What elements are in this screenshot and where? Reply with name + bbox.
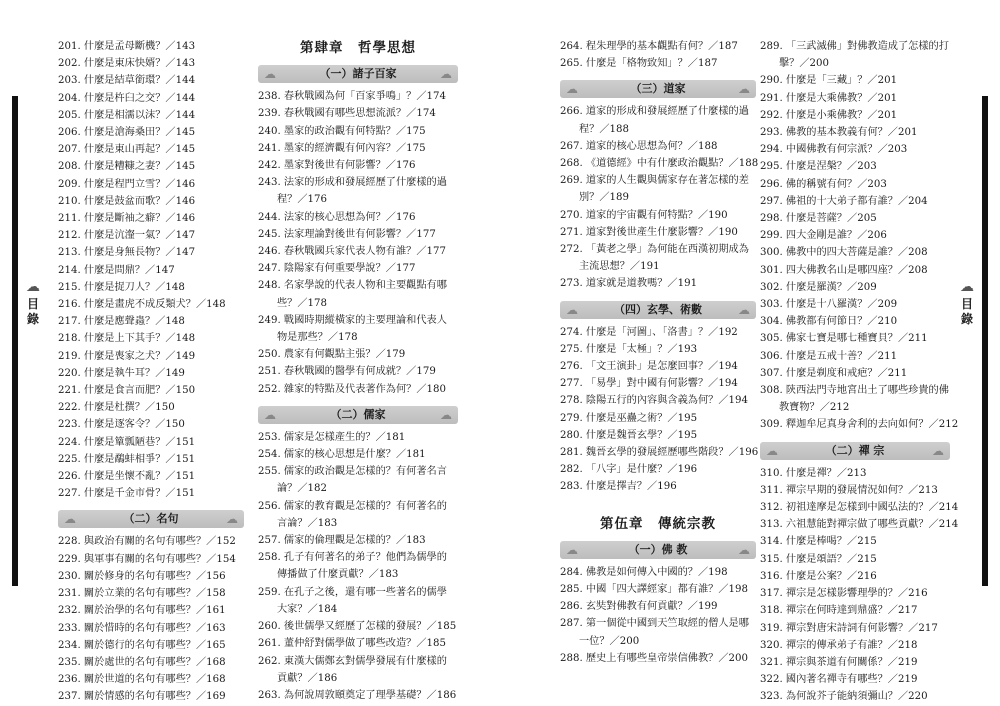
toc-column-2 (258, 38, 458, 704)
toc-entry: 236. 關於世道的名句有哪些？／168 (58, 674, 226, 686)
cloud-ornament-icon: ☁ (960, 279, 974, 295)
toc-entry-line: 308. 陝西法門寺地宮出土了哪些珍貴的佛 (760, 385, 949, 397)
section-header (560, 301, 756, 319)
toc-entry: 295. 什麼是涅槃？／203 (760, 161, 877, 173)
toc-entry: 207. 什麼是東山再起？／145 (58, 144, 196, 156)
section-title: （二）禪 宗 (825, 443, 885, 457)
section-header (760, 442, 950, 460)
chapter-title: 第肆章 哲學思想 (300, 40, 416, 56)
toc-entry: 202. 什麼是東床快婿？／143 (58, 58, 196, 70)
section-title: （二）儒家 (330, 407, 386, 421)
toc-entry: 297. 佛祖的十大弟子都有誰？／204 (760, 195, 928, 207)
toc-entry: 209. 什麼是程門立雪？／146 (58, 178, 196, 190)
toc-entry: 268. 《道德經》中有什麼政治觀點？／188 (560, 158, 759, 170)
toc-entry: 290. 什麼是「三藏」？／201 (760, 75, 898, 87)
toc-entry: 213. 什麼是身無長物？／147 (58, 247, 196, 259)
toc-entry: 201. 什麼是孟母斷機？／143 (58, 41, 196, 52)
cloud-ornament-icon: ☁ (766, 443, 778, 458)
side-tab-left (20, 280, 46, 327)
toc-entry (760, 382, 950, 416)
toc-entry (258, 174, 458, 208)
side-label: 目錄 (960, 297, 973, 326)
toc-entry: 302. 什麼是羅漢？／209 (760, 281, 877, 293)
toc-entry: 241. 墨家的經濟觀有何內容？／175 (258, 142, 426, 154)
toc-entry: 298. 什麼是菩薩？／205 (760, 213, 877, 225)
section-header (560, 80, 756, 98)
toc-entry: 265. 什麼是「格物致知」？／187 (560, 58, 718, 70)
toc-column-3 (560, 38, 759, 667)
toc-entry: 206. 什麼是滄海桑田？／145 (58, 127, 196, 139)
cloud-ornament-icon: ☁ (738, 82, 750, 97)
section-header (560, 541, 756, 559)
toc-entry (258, 498, 458, 532)
toc-entry: 311. 禪宗早期的發展情況如何？／213 (760, 484, 938, 496)
toc-entry (560, 172, 756, 206)
toc-entry: 275. 什麼是「太極」？／193 (560, 343, 698, 355)
toc-entry: 296. 佛的稱號有何？／203 (760, 178, 887, 190)
toc-entry-continuation: 言論？／183 (277, 517, 338, 529)
cloud-ornament-icon: ☁ (26, 279, 40, 295)
toc-entry: 250. 農家有何觀點主張？／179 (258, 349, 406, 361)
toc-entry: 294. 中國佛教有何宗派？／203 (760, 144, 908, 156)
toc-entry-line: 266. 道家的形成和發展經歷了什麼樣的過 (560, 106, 749, 118)
toc-entry: 219. 什麼是喪家之犬？／149 (58, 350, 196, 362)
toc-entry: 299. 四大金剛是誰？／206 (760, 230, 887, 242)
chapter-title: 第伍章 傳統宗教 (600, 515, 716, 532)
toc-entry: 215. 什麼是捉刀人？／148 (58, 281, 185, 293)
toc-entry: 244. 法家的核心思想為何？／176 (258, 211, 416, 223)
toc-entry (258, 549, 458, 583)
toc-entry: 239. 春秋戰國有哪些思想流派？／174 (258, 108, 436, 120)
cloud-ornament-icon: ☁ (440, 67, 452, 82)
toc-entry-continuation: 些？／178 (277, 297, 328, 309)
toc-entry: 281. 魏晉玄學的發展經歷哪些階段？／196 (560, 447, 759, 459)
toc-entry: 292. 什麼是小乘佛教？／201 (760, 109, 898, 121)
cloud-ornament-icon: ☁ (264, 67, 276, 82)
toc-entry: 257. 儒家的倫理觀是怎樣的？／183 (258, 535, 426, 547)
cloud-ornament-icon: ☁ (566, 82, 578, 97)
cloud-ornament-icon: ☁ (226, 512, 238, 527)
toc-entry: 271. 道家對後世產生什麼影響？／190 (560, 226, 738, 238)
toc-entry: 303. 什麼是十八羅漢？／209 (760, 299, 898, 311)
toc-entry-line: 256. 儒家的教育觀是怎樣的？有何著名的 (258, 500, 447, 512)
toc-entry-line: 249. 戰國時期縱橫家的主要理論和代表人 (258, 314, 447, 326)
section-title: （四）玄學、術數 (614, 302, 702, 316)
toc-entry: 279. 什麼是巫蠱之術？／195 (560, 412, 698, 424)
toc-entry (560, 615, 756, 649)
page-edge-bar-right (982, 96, 988, 586)
toc-entry-line: 272. 「黃老之學」為何能在西漢初期成為 (560, 244, 749, 256)
toc-entry: 220. 什麼是執牛耳？／149 (58, 367, 185, 379)
toc-entry (258, 463, 458, 497)
toc-entry-line: 255. 儒家的政治觀是怎樣的？有何著名言 (258, 466, 447, 478)
section-title: （一）諸子百家 (319, 67, 397, 81)
toc-entry: 319. 禪宗對唐宋詩詞有何影響？／217 (760, 622, 938, 634)
toc-column-4 (760, 38, 959, 706)
toc-entry: 221. 什麼是食言而肥？／150 (58, 385, 196, 397)
toc-entry: 216. 什麼是畫虎不成反類犬？／148 (58, 299, 226, 311)
toc-entry: 217. 什麼是應聲蟲？／148 (58, 316, 185, 328)
toc-entry: 228. 與政治有關的名句有哪些？／152 (58, 536, 236, 548)
page-edge-bar-left (12, 96, 18, 586)
toc-entry: 231. 關於立業的名句有哪些？／158 (58, 588, 226, 600)
toc-entry: 230. 關於修身的名句有哪些？／156 (58, 570, 226, 582)
cloud-ornament-icon: ☁ (932, 443, 944, 458)
section-title: （一）佛 教 (628, 542, 688, 556)
toc-entry (560, 241, 756, 275)
toc-entry: 263. 為何說周敦頤奠定了理學基礎？／186 (258, 689, 457, 701)
toc-entry: 233. 關於惜時的名句有哪些？／163 (58, 622, 226, 634)
toc-entry: 322. 國內著名禪寺有哪些？／219 (760, 674, 918, 686)
toc-entry-line: 248. 名家學說的代表人物和主要觀點有哪 (258, 280, 447, 292)
toc-entry: 285. 中國「四大譯經家」都有誰？／198 (560, 584, 748, 596)
section-title: （三）道家 (630, 82, 686, 96)
toc-entry: 214. 什麼是問鼎？／147 (58, 264, 175, 276)
cloud-ornament-icon: ☁ (264, 407, 276, 422)
toc-entry: 283. 什麼是擇吉？／196 (560, 481, 677, 493)
toc-entry: 246. 春秋戰國兵家代表人物有誰？／177 (258, 246, 446, 258)
toc-entry: 305. 佛家七寶是哪七種寶貝？／211 (760, 333, 928, 345)
toc-entry: 315. 什麼是頌語？／215 (760, 553, 877, 565)
toc-entry: 284. 佛教是如何傳入中國的？／198 (560, 566, 728, 578)
section-title: （二）名句 (123, 512, 179, 526)
side-tab-right (954, 280, 980, 327)
toc-entry: 242. 墨家對後世有何影響？／176 (258, 160, 416, 172)
toc-entry-line: 243. 法家的形成和發展經歷了什麼樣的過 (258, 177, 447, 189)
toc-entry: 254. 儒家的核心思想是什麼？／181 (258, 449, 426, 461)
toc-entry (258, 584, 458, 618)
toc-entry-continuation: 主流思想？／191 (579, 261, 660, 273)
toc-entry: 260. 後世儒學又經歷了怎樣的發展？／185 (258, 621, 457, 633)
toc-entry: 234. 關於德行的名句有哪些？／165 (58, 639, 226, 651)
toc-entry-line: 258. 孔子有何著名的弟子？他們為儒學的 (258, 552, 447, 564)
toc-entry-continuation: 物是那些？／178 (277, 332, 358, 344)
toc-entry: 224. 什麼是簞瓢陋巷？／151 (58, 436, 196, 448)
toc-entry: 218. 什麼是上下其手？／148 (58, 333, 196, 345)
toc-entry: 277. 「易學」對中國有何影響？／194 (560, 378, 738, 390)
toc-entry: 312. 初祖達摩是怎樣到中國弘法的？／214 (760, 502, 959, 514)
cloud-ornament-icon: ☁ (64, 512, 76, 527)
toc-entry: 211. 什麼是斷袖之癖？／146 (58, 213, 196, 225)
toc-entry: 309. 釋迦牟尼真身舍利的去向如何？／212 (760, 419, 959, 431)
toc-entry: 286. 玄奘對佛教有何貢獻？／199 (560, 601, 718, 613)
toc-entry: 291. 什麼是大乘佛教？／201 (760, 92, 898, 104)
toc-entry: 318. 禪宗在何時達到鼎盛？／217 (760, 605, 918, 617)
toc-entry: 282. 「八字」是什麼？／196 (560, 464, 698, 476)
toc-entry: 261. 董仲舒對儒學做了哪些改造？／185 (258, 638, 446, 650)
toc-entry: 232. 關於治學的名句有哪些？／161 (58, 605, 226, 617)
toc-entry (258, 312, 458, 346)
toc-entry: 225. 什麼是鷸蚌相爭？／151 (58, 453, 196, 465)
toc-entry: 229. 與軍事有關的名句有哪些？／154 (58, 553, 236, 565)
toc-entry: 252. 雜家的特點及代表著作為何？／180 (258, 383, 446, 395)
toc-entry-continuation: 論？／182 (277, 483, 328, 495)
toc-entry: 313. 六祖慧能對禪宗做了哪些貢獻？／214 (760, 519, 959, 531)
toc-entry (258, 277, 458, 311)
toc-entry: 264. 程朱理學的基本觀點有何？／187 (560, 41, 738, 52)
toc-entry: 240. 墨家的政治觀有何特點？／175 (258, 125, 426, 137)
side-label: 目錄 (26, 297, 39, 326)
toc-entry (560, 103, 756, 137)
toc-entry-line: 259. 在孔子之後，還有哪一些著名的儒學 (258, 586, 447, 598)
toc-entry: 203. 什麼是結草銜環？／144 (58, 75, 196, 87)
section-header (258, 65, 458, 83)
toc-entry: 226. 什麼是坐懷不亂？／151 (58, 471, 196, 483)
toc-entry: 212. 什麼是沆瀣一氣？／147 (58, 230, 196, 242)
toc-entry: 293. 佛教的基本教義有何？／201 (760, 127, 918, 139)
cloud-ornament-icon: ☁ (738, 542, 750, 557)
toc-entry-line: 289. 「三武滅佛」對佛教造成了怎樣的打 (760, 41, 949, 52)
toc-entry: 304. 佛教都有何節日？／210 (760, 316, 898, 328)
toc-entry-continuation: 貢獻？／186 (277, 672, 338, 684)
toc-entry: 317. 禪宗是怎樣影響理學的？／216 (760, 588, 928, 600)
toc-entry: 253. 儒家是怎樣產生的？／181 (258, 431, 406, 443)
toc-entry (258, 653, 458, 687)
toc-entry: 300. 佛教中的四大菩薩是誰？／208 (760, 247, 928, 259)
toc-entry-continuation: 傳播做了什麼貢獻？／183 (277, 569, 399, 581)
toc-entry: 235. 關於處世的名句有哪些？／168 (58, 656, 226, 668)
toc-entry-continuation: 大家？／184 (277, 603, 338, 615)
toc-entry: 320. 禪宗的傳承弟子有誰？／218 (760, 639, 918, 651)
toc-entry: 222. 什麼是杜撰？／150 (58, 402, 175, 414)
toc-entry: 247. 陰陽家有何重要學說？／177 (258, 263, 416, 275)
toc-entry: 251. 春秋戰國的醫學有何成就？／179 (258, 366, 436, 378)
toc-entry: 267. 道家的核心思想為何？／188 (560, 140, 718, 152)
toc-entry: 288. 歷史上有哪些皇帝崇信佛教？／200 (560, 652, 748, 664)
toc-entry: 237. 關於情感的名句有哪些？／169 (58, 691, 226, 703)
toc-entry: 208. 什麼是糟糠之妻？／145 (58, 161, 196, 173)
toc-entry: 273. 道家就是道教嗎？／191 (560, 278, 698, 290)
cloud-ornament-icon: ☁ (440, 407, 452, 422)
toc-entry: 276. 「文王演卦」是怎麼回事？／194 (560, 361, 738, 373)
toc-entry: 223. 什麼是逐客令？／150 (58, 419, 185, 431)
toc-entry: 310. 什麼是禪？／213 (760, 467, 867, 479)
cloud-ornament-icon: ☁ (566, 542, 578, 557)
toc-entry: 205. 什麼是相濡以沫？／144 (58, 109, 196, 121)
toc-entry: 210. 什麼是鼓盆而歌？／146 (58, 195, 196, 207)
toc-entry: 323. 為何說芥子能納須彌山？／220 (760, 691, 928, 703)
toc-entry: 204. 什麼是杵臼之交？／144 (58, 92, 196, 104)
toc-entry: 301. 四大佛教名山是哪四座？／208 (760, 264, 928, 276)
section-header (258, 406, 458, 424)
toc-entry-continuation: 程？／188 (579, 123, 630, 135)
toc-entry-line: 269. 道家的人生觀與儒家存在著怎樣的差 (560, 175, 749, 187)
toc-entry: 307. 什麼是剃度和戒疤？／211 (760, 367, 908, 379)
toc-entry-continuation: 別？／189 (579, 192, 630, 204)
toc-entry-line: 287. 第一個從中國到天竺取經的僧人是哪 (560, 618, 749, 630)
toc-entry: 280. 什麼是魏晉玄學？／195 (560, 429, 698, 441)
toc-entry (760, 38, 950, 72)
toc-entry: 270. 道家的宇宙觀有何特點？／190 (560, 209, 728, 221)
toc-entry: 316. 什麼是公案？／216 (760, 570, 877, 582)
toc-entry-continuation: 擊？／200 (779, 58, 830, 70)
toc-entry: 321. 禪宗與茶道有何關係？／219 (760, 656, 918, 668)
cloud-ornament-icon: ☁ (738, 302, 750, 317)
toc-entry-line: 262. 東漢大儒鄭玄對儒學發展有什麼樣的 (258, 655, 447, 667)
toc-entry: 274. 什麼是「河圖」、「洛書」？／192 (560, 326, 738, 338)
toc-entry: 238. 春秋戰國為何「百家爭鳴」？／174 (258, 91, 446, 103)
cloud-ornament-icon: ☁ (566, 302, 578, 317)
toc-entry: 278. 陰陽五行的內容與含義為何？／194 (560, 395, 748, 407)
toc-entry: 227. 什麼是千金市骨？／151 (58, 488, 196, 500)
toc-entry: 306. 什麼是五戒十善？／211 (760, 350, 898, 362)
toc-entry-continuation: 教寶物？／212 (779, 402, 850, 414)
toc-entry: 245. 法家理論對後世有何影響？／177 (258, 228, 436, 240)
toc-entry-continuation: 一位？／200 (579, 635, 640, 647)
toc-entry: 314. 什麼是棒喝？／215 (760, 536, 877, 548)
section-header (58, 510, 244, 528)
toc-entry-continuation: 程？／176 (277, 194, 328, 206)
toc-column-1 (58, 38, 244, 706)
